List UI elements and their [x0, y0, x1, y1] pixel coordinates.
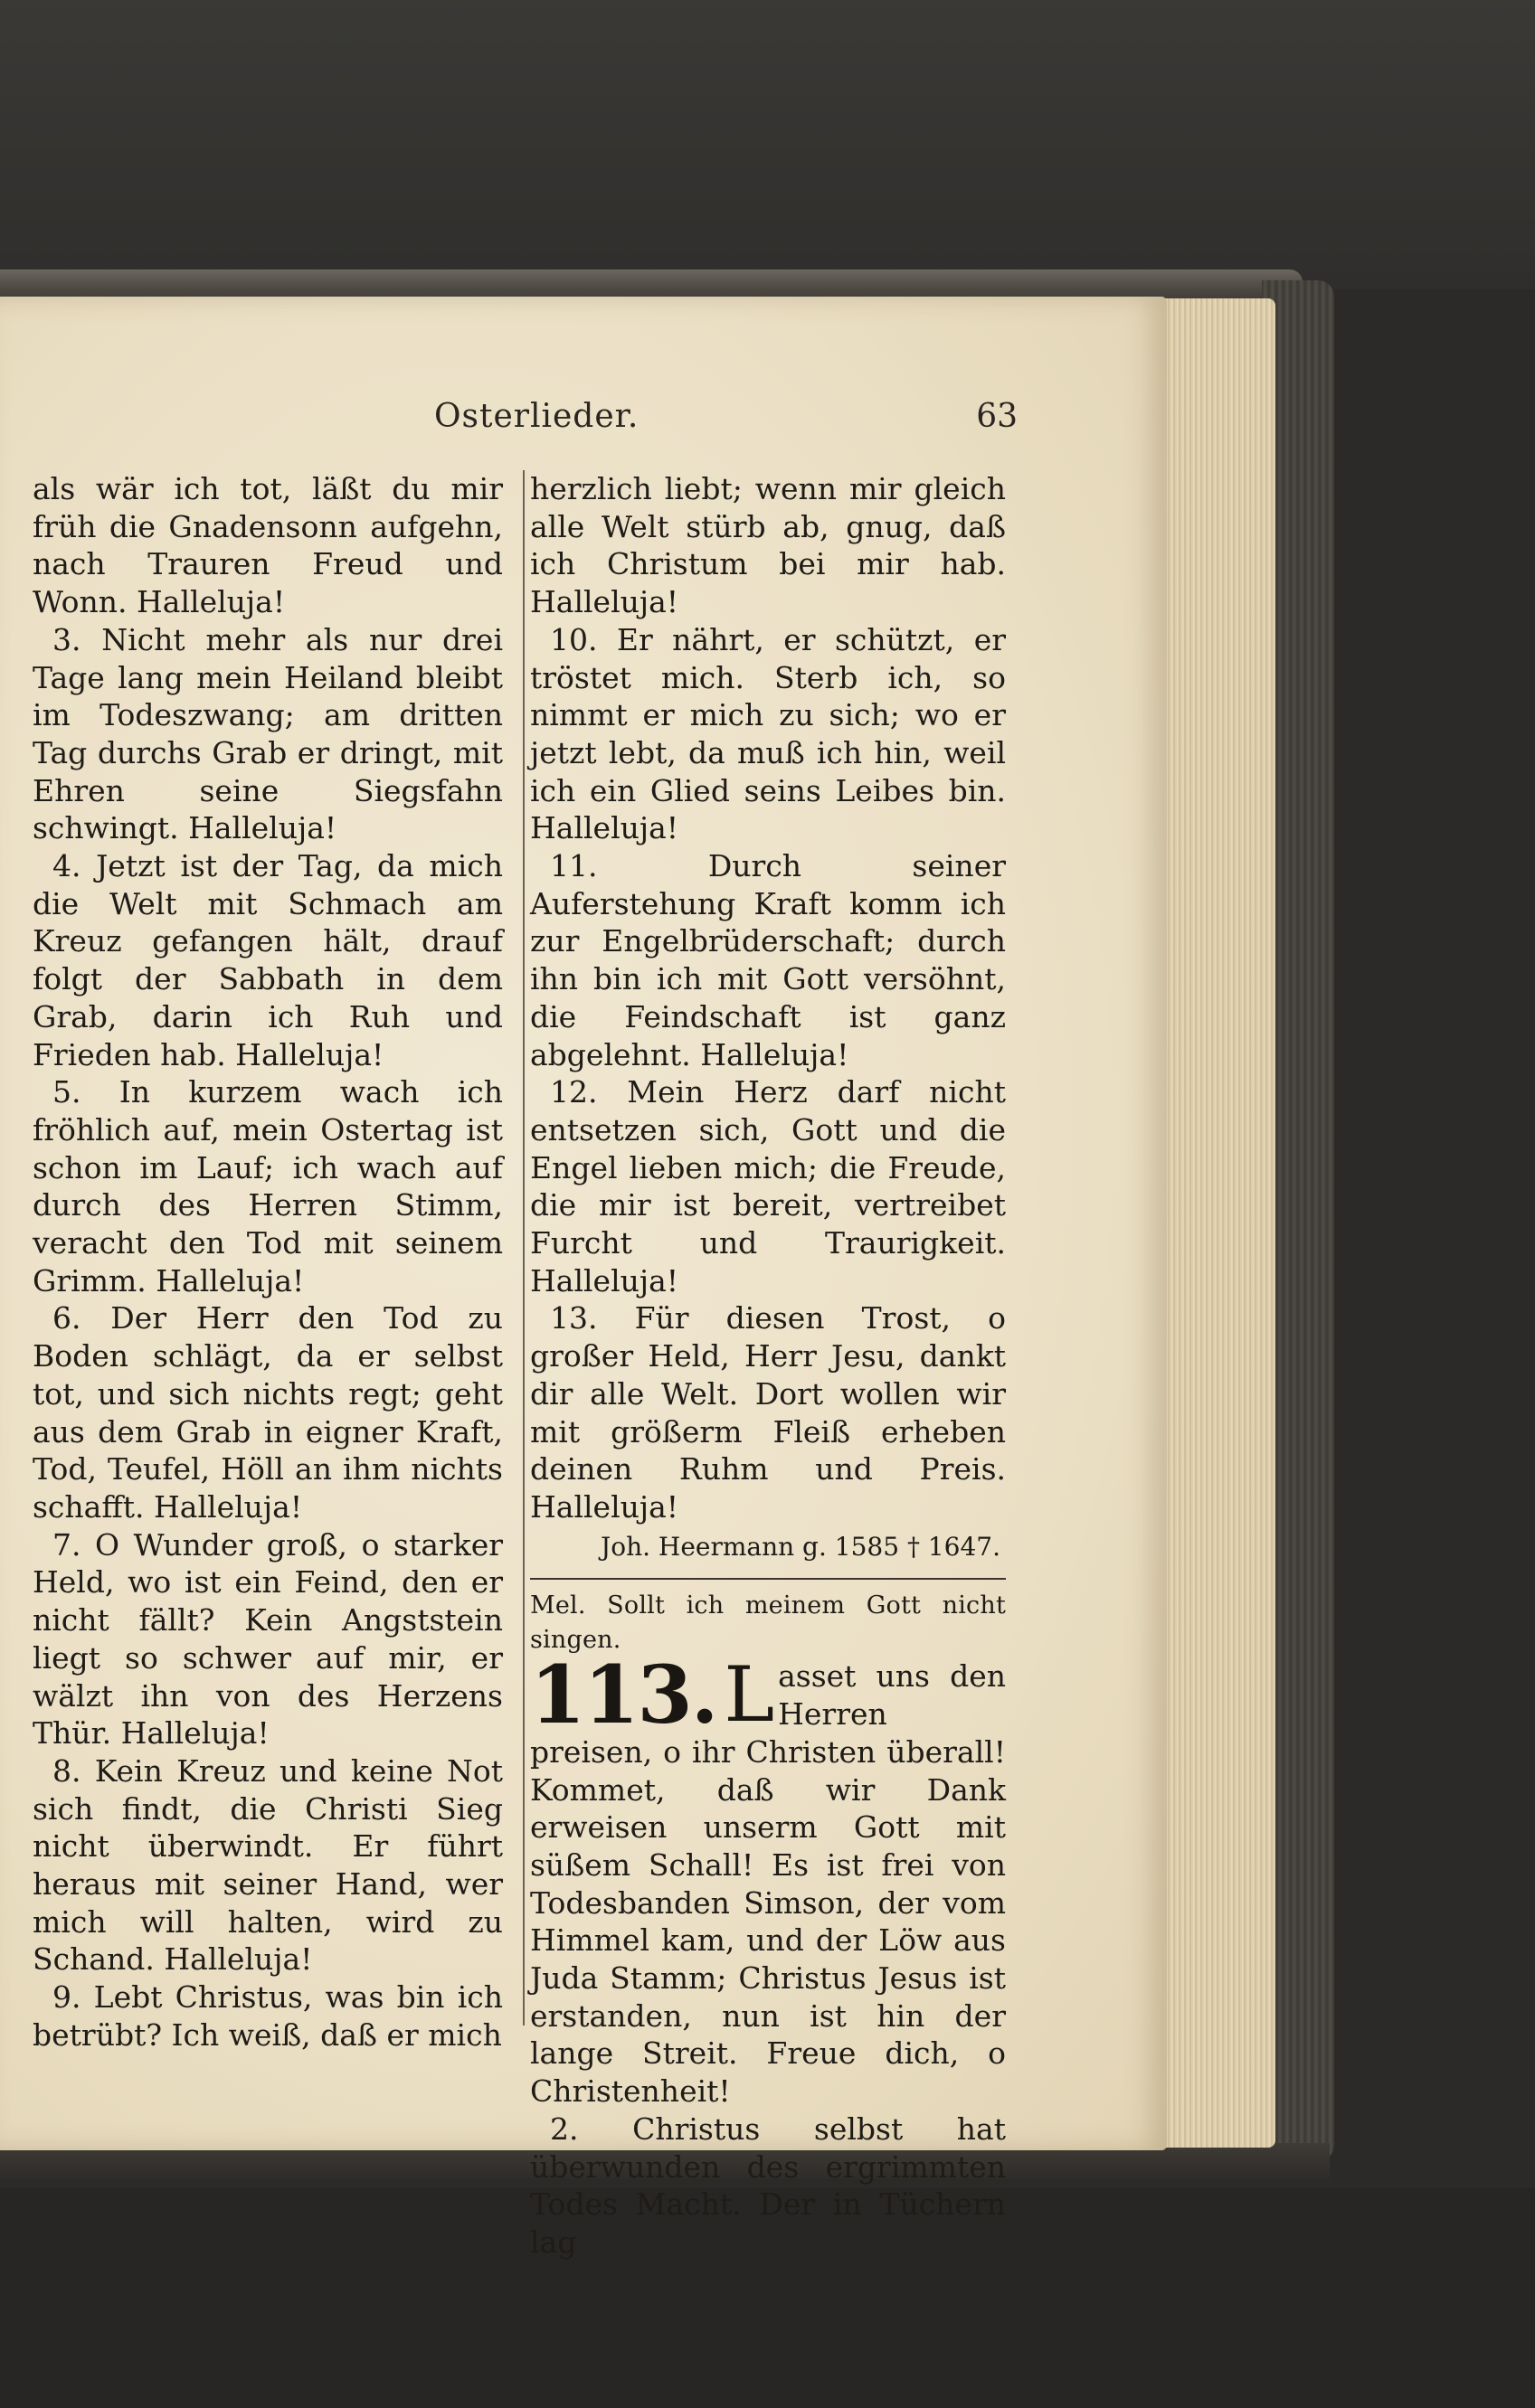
right-column — [530, 470, 1006, 2262]
verse-6: 6. Der Herr den Tod zu Boden schlägt, da er selbst tot, und sich nichts regt; geht aus dem Grab in eigner Kraft, Tod, Teufel, Höll an ihm nichts schafft. Halleluja! — [33, 1300, 503, 1525]
verse-7: 7. O Wunder groß, o starker Held, wo ist ein Feind, den er nicht fällt? Kein Angststein liegt so schwer auf mir, er wälzt ihn von des Herzens Thür. Halleluja! — [33, 1526, 503, 1752]
column-divider — [523, 470, 525, 2026]
verse-8: 8. Kein Kreuz und keine Not sich findt, die Christi Sieg nicht überwindt. Er führt heraus mit seiner Hand, wer mich will halten, wird zu Schand. Halleluja! — [33, 1752, 503, 1978]
drop-cap: L — [724, 1650, 775, 1740]
hymn-113-verse-1 — [530, 1648, 1006, 2110]
verse-12: 12. Mein Herz darf nicht entsetzen sich, Gott und die Engel lieben mich; die Freude, die mir ist bereit, vertreibet Furcht und Traurigkeit. Halleluja! — [530, 1074, 1006, 1298]
hymn-attribution: Joh. Heermann g. 1585 † 1647. — [600, 1531, 1000, 1562]
page-number: 63 — [976, 398, 1018, 435]
melody-note: Mel. Sollt ich meinem Gott nicht singen. — [530, 1591, 1006, 1655]
background-top — [0, 0, 1535, 289]
running-head: Osterlieder. — [434, 398, 640, 435]
section-rule — [530, 1578, 1006, 1580]
verse-11: 11. Durch seiner Auferstehung Kraft komm ich zur Engelbrüderschaft; durch ihn bin ich mit Gott versöhnt, die Feindschaft ist ganz abgelehnt. Halleluja! — [530, 848, 1006, 1072]
verse-5: 5. In kurzem wach ich fröhlich auf, mein Ostertag ist schon im Lauf; ich wach auf durch des Herren Stimm, veracht den Tod mit seinem Grimm. Halleluja! — [33, 1074, 503, 1298]
verse-4: 4. Jetzt ist der Tag, da mich die Welt mit Schmach am Kreuz gefangen hält, drauf folgt der Sabbath in dem Grab, darin ich Ruh und Frieden hab. Halleluja! — [33, 848, 503, 1072]
verse-13: 13. Für diesen Trost, o großer Held, Herr Jesu, dankt dir alle Welt. Dort wollen wir mit größerm Fleiß erheben deinen Ruhm und Preis. Halleluja! — [530, 1300, 1006, 1525]
page-block-edges — [1149, 298, 1275, 2148]
hymn-number: 113. — [530, 1648, 717, 1742]
verse-9-continuation: herzlich liebt; wenn mir gleich alle Welt stürb ab, gnug, daß ich Christum bei mir hab. Halleluja! — [530, 471, 1006, 620]
verse-10: 10. Er nährt, er schützt, er tröstet mich. Sterb ich, so nimmt er mich zu sich; wo er jetzt lebt, da muß ich hin, weil ich ein Glied seins Leibes bin. Halleluja! — [530, 621, 1006, 846]
hymn-first-verse-text: asset uns den Herren preisen, o ihr Christen überall! Kommet, daß wir Dank erweisen unserm Gott mit süßem Schall! Es ist frei von Todesbanden Simson, der vom Himmel kam, und der Löw aus Juda Stamm; Christus Jesus ist erstanden, nun ist hin der lange Streit. Freue dich, o Christenheit! — [530, 1658, 1006, 2110]
verse-3: 3. Nicht mehr als nur drei Tage lang mein Heiland bleibt im Todeszwang; am dritten Tag durchs Grab er dringt, mit Ehren seine Siegsfahn schwingt. Halleluja! — [33, 621, 503, 846]
left-column — [33, 470, 503, 2054]
verse-9: 9. Lebt Christus, was bin ich betrübt? Ich weiß, daß er mich — [33, 1979, 503, 2053]
verse-continuation: als wär ich tot, läßt du mir früh die Gnadensonn aufgehn, nach Trauren Freud und Wonn. Halleluja! — [33, 471, 503, 620]
hymn-113-verse-2: 2. Christus selbst hat überwunden des ergrimmten Todes Macht. Der in Tüchern lag — [530, 2111, 1006, 2260]
